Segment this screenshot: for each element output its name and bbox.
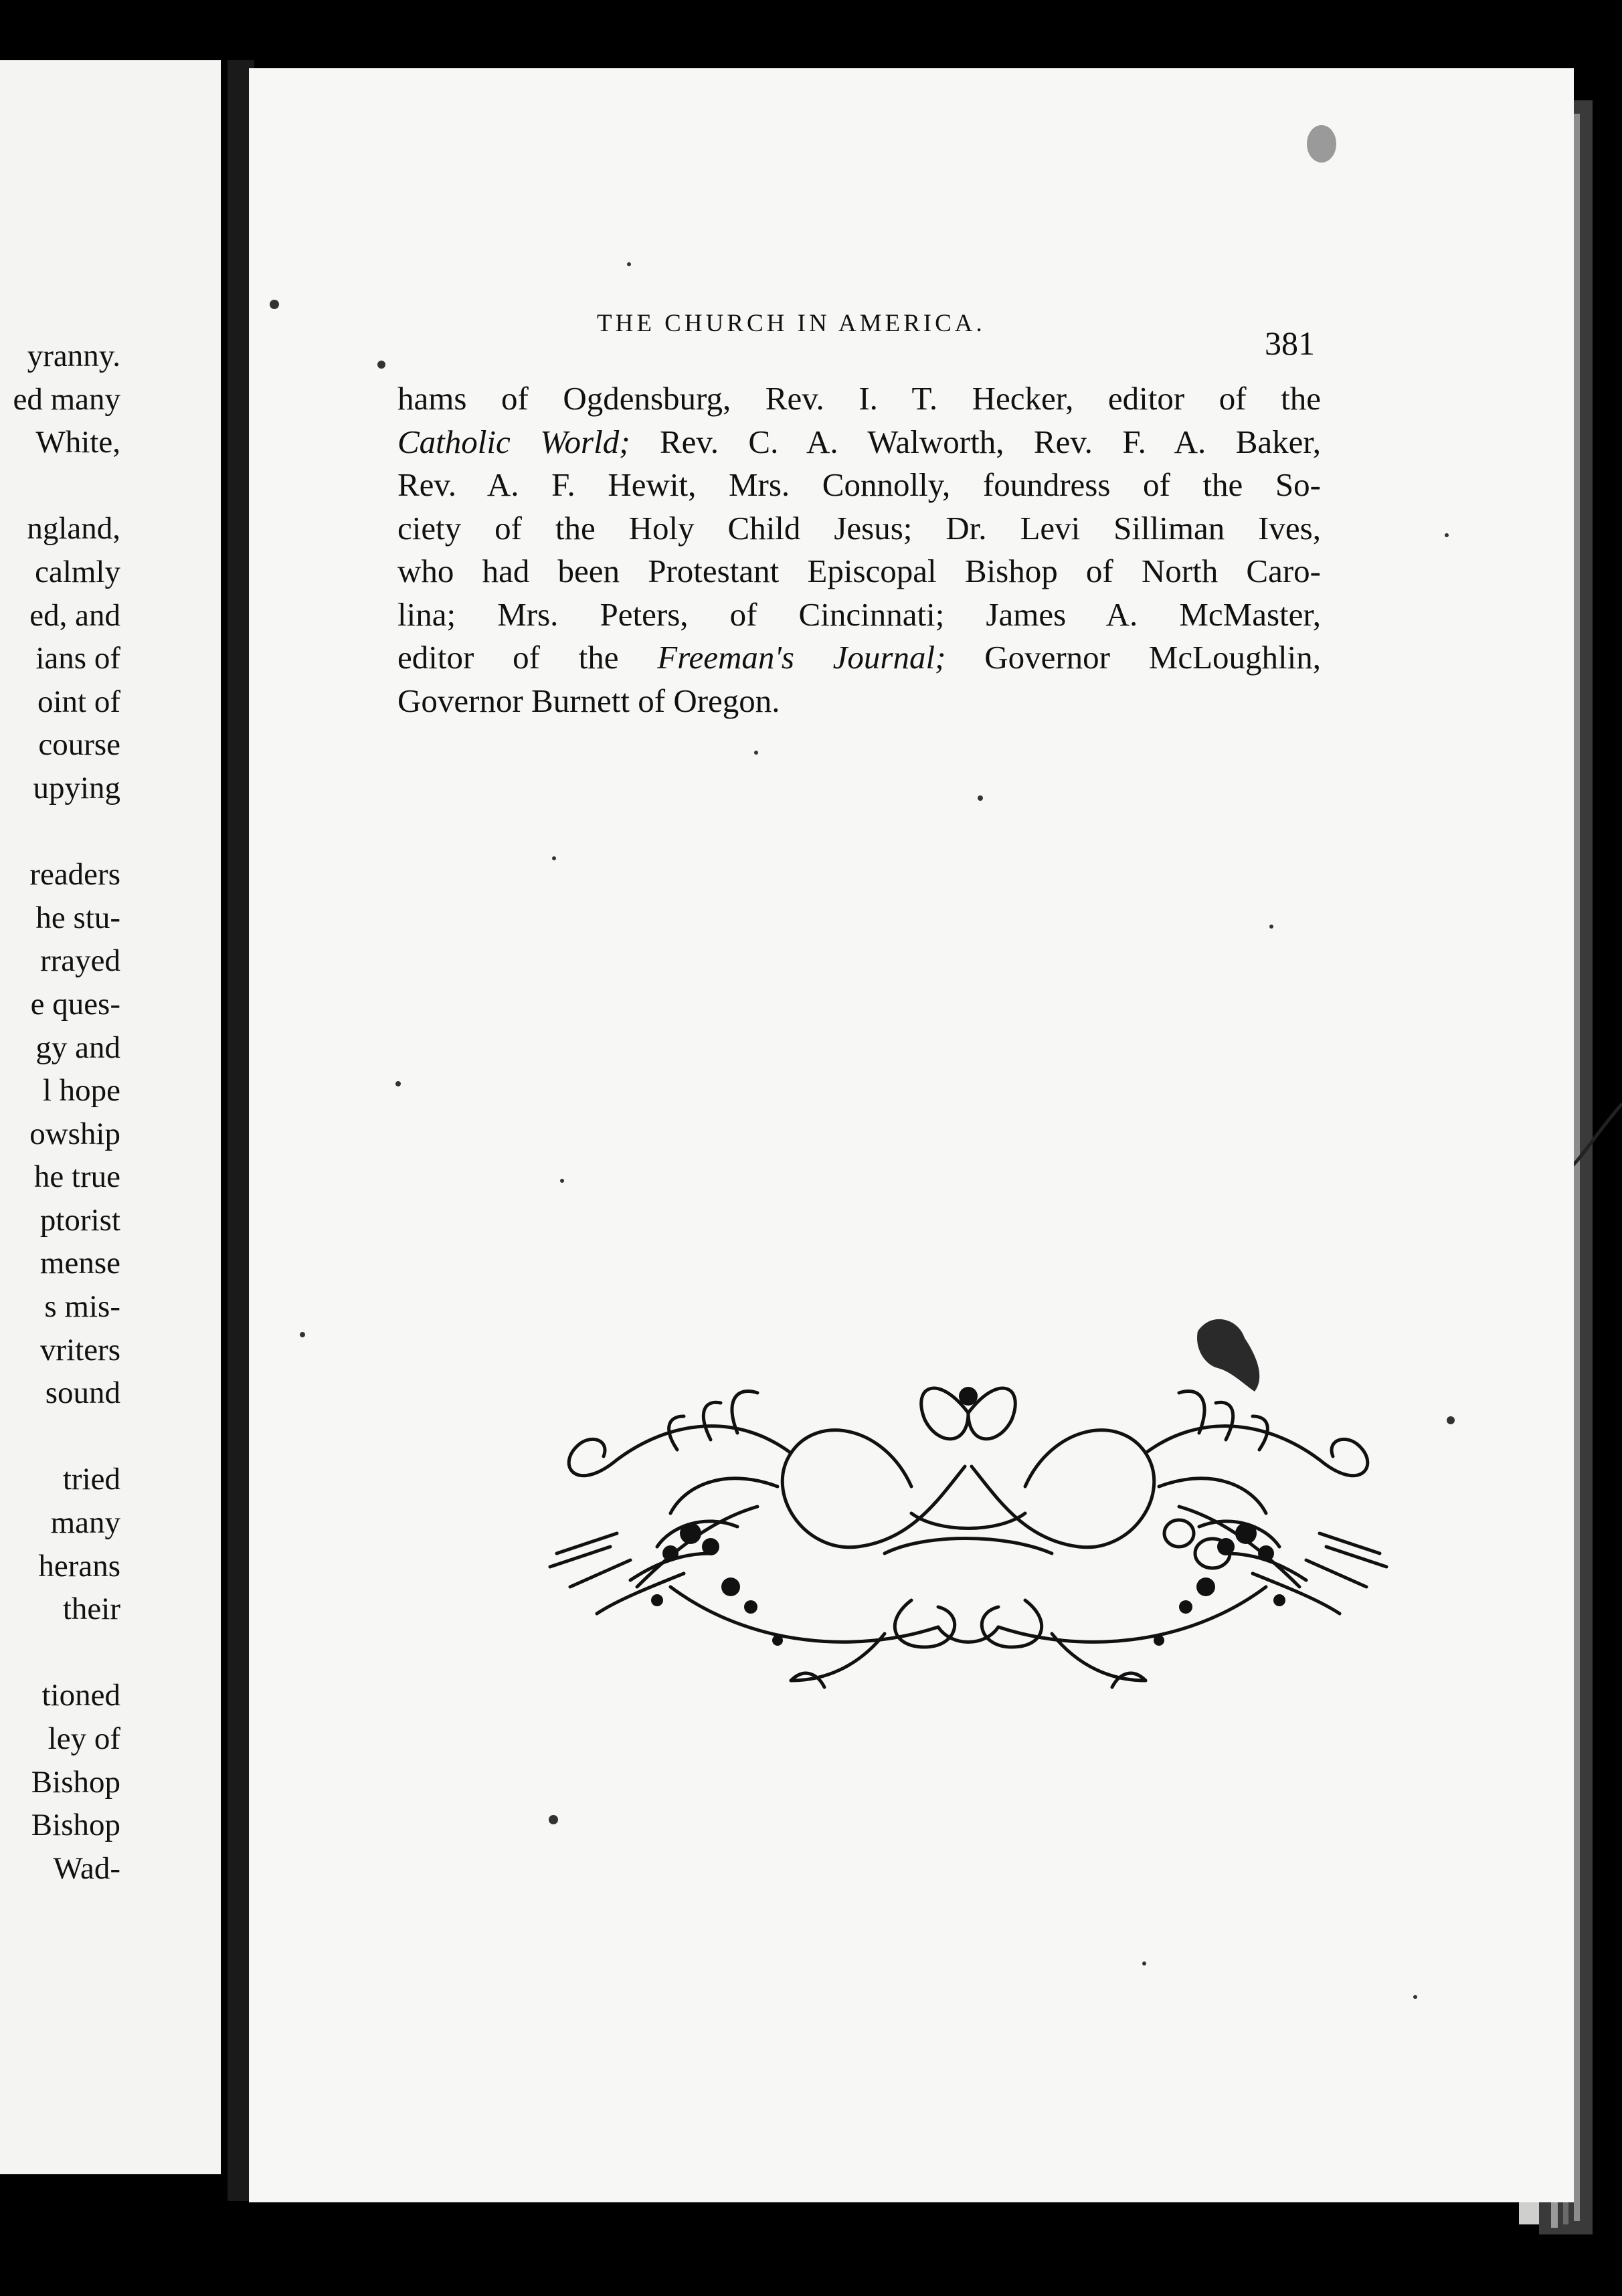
book-page — [249, 68, 1574, 2202]
facing-page-line: ed many — [13, 381, 120, 417]
facing-page-line: ed, and — [29, 597, 120, 633]
facing-page-line: Bishop — [31, 1808, 120, 1843]
text-run: Governor Burnett of Oregon. — [397, 682, 780, 719]
facing-page-line: readers — [29, 857, 120, 892]
facing-page-line: e ques- — [30, 986, 120, 1022]
facing-page-line: s mis- — [44, 1289, 120, 1325]
facing-page-line: owship — [29, 1116, 120, 1151]
facing-page-line: ians of — [35, 641, 120, 676]
facing-page-line: White, — [35, 425, 120, 460]
text-run: lina; Mrs. Peters, of Cincinnati; James A. McMaster, — [397, 595, 1321, 633]
facing-page-line: rrayed — [39, 943, 120, 979]
facing-page-line: upying — [33, 770, 120, 805]
text-run: editor of the — [397, 639, 658, 676]
text-run: hams of Ogdensburg, Rev. I. T. Hecker, editor of the — [397, 380, 1321, 417]
facing-page-line: ley of — [48, 1721, 120, 1756]
body-line — [397, 550, 1321, 593]
facing-page-line: l hope — [42, 1073, 120, 1109]
body-line — [397, 680, 1321, 723]
facing-page-line: sound — [45, 1375, 120, 1411]
facing-page-line: course — [38, 727, 120, 763]
paragraph-gap — [0, 464, 120, 508]
facing-page — [0, 60, 221, 2174]
body-line — [397, 507, 1321, 551]
facing-page-line: herans — [38, 1548, 120, 1584]
body-line — [397, 464, 1321, 507]
facing-page-line: Wad- — [53, 1850, 120, 1886]
facing-page-line: ptorist — [39, 1202, 120, 1238]
body-line — [397, 377, 1321, 421]
facing-page-line: calmly — [35, 554, 120, 589]
text-run: who had been Protestant Episcopal Bishop of North Caro- — [397, 553, 1321, 589]
body-line — [397, 636, 1321, 680]
text-run: Rev. A. F. Hewit, Mrs. Connolly, foundress of the So- — [397, 466, 1321, 503]
facing-page-line: their — [62, 1592, 120, 1627]
body-line — [397, 593, 1321, 637]
paragraph-gap — [0, 1415, 120, 1458]
facing-page-line: mense — [39, 1246, 120, 1281]
italic-title: Freeman's Journal; — [657, 639, 946, 676]
facing-page-line: he true — [33, 1159, 120, 1195]
body-line — [397, 421, 1321, 464]
facing-page-line: Bishop — [31, 1764, 120, 1800]
facing-page-line: tioned — [41, 1678, 120, 1713]
paragraph-gap — [0, 810, 120, 854]
running-head: THE CHURCH IN AMERICA. — [597, 310, 986, 337]
facing-page-line: many — [50, 1505, 120, 1541]
text-run: Rev. C. A. Walworth, Rev. F. A. Baker, — [630, 423, 1322, 460]
text-run: ciety of the Holy Child Jesus; Dr. Levi Silliman Ives, — [397, 509, 1321, 547]
facing-page-line: oint of — [37, 684, 120, 719]
page-number: 381 — [1265, 324, 1315, 362]
facing-page-line: yranny. — [27, 339, 120, 373]
facing-page-text — [0, 334, 120, 1890]
italic-title: Catholic World; — [397, 423, 630, 460]
text-run: Governor McLoughlin, — [945, 639, 1321, 676]
facing-page-line: ngland, — [27, 511, 120, 547]
body-text — [397, 377, 1321, 723]
facing-page-line: vriters — [39, 1332, 120, 1367]
paragraph-gap — [0, 1631, 120, 1675]
floral-ornament-icon — [537, 1333, 1400, 1707]
facing-page-line: gy and — [35, 1030, 120, 1065]
facing-page-line: tried — [62, 1462, 120, 1497]
facing-page-line: he stu- — [35, 900, 120, 935]
